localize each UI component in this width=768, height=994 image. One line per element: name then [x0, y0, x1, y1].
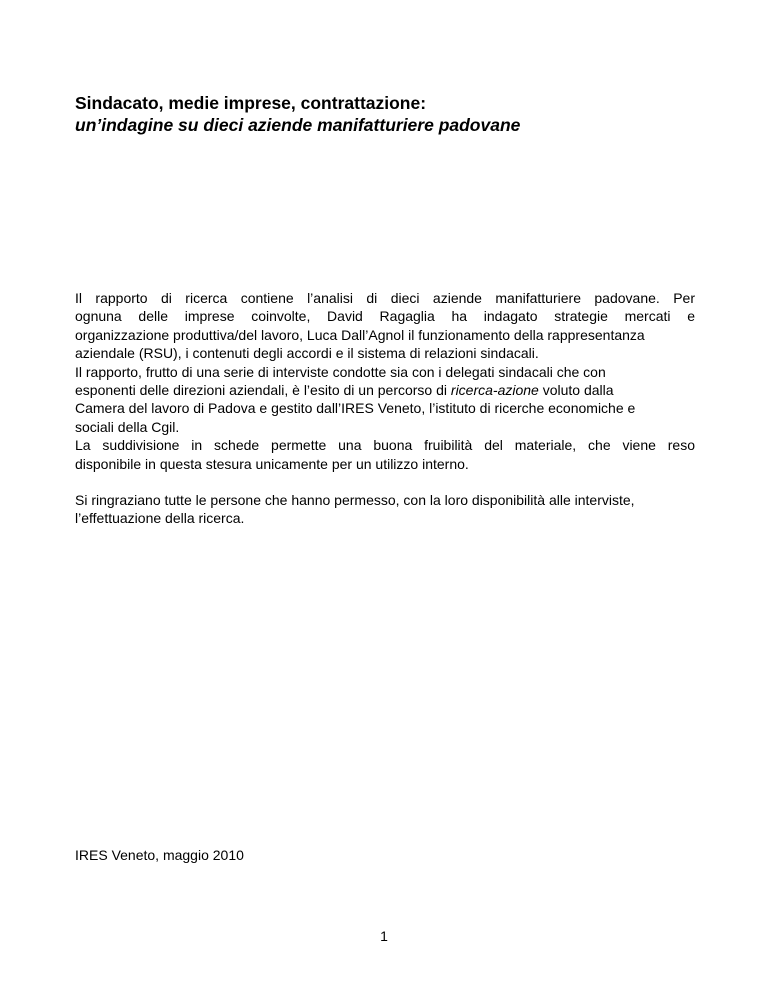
text-line: Il rapporto, frutto di una serie di interviste condotte sia con i delegati sindacali che con	[75, 363, 606, 380]
text-line: Il rapporto di ricerca contiene l’analisi di dieci aziende manifatturiere padovane. Per	[75, 290, 695, 306]
text-line: ognuna delle imprese coinvolte, David Ragaglia ha indagato strategie mercati e	[75, 308, 695, 325]
italic-term: ricerca-azione	[450, 382, 539, 399]
text-line: l’effettuazione della ricerca.	[75, 510, 245, 527]
text-line: organizzazione produttiva/del lavoro, Luca Dall’Agnol il funzionamento della rappresentanza	[75, 326, 645, 343]
text-line: disponibile in questa stesura unicamente per un utilizzo interno.	[75, 455, 469, 472]
text-line	[75, 381, 695, 399]
paragraph-usage	[75, 436, 695, 473]
document-body	[75, 289, 695, 528]
title-subtitle: un’indagine su dieci aziende manifatturiere padovane	[75, 115, 521, 135]
signature-line: IRES Veneto, maggio 2010	[75, 847, 244, 863]
paragraph-intro	[75, 289, 695, 363]
document-title	[75, 92, 695, 136]
text-line: aziendale (RSU), i contenuti degli accordi e il sistema di relazioni sindacali.	[75, 345, 539, 362]
paragraph-thanks	[75, 491, 695, 528]
paragraph-spacer	[75, 473, 695, 491]
text-line: sociali della Cgil.	[75, 418, 180, 435]
text-span: esponenti delle direzioni aziendali, è l’esito di un percorso di	[75, 382, 451, 399]
text-line: La suddivisione in schede permette una buona fruibilità del materiale, che viene reso	[75, 437, 695, 454]
page-number: 1	[380, 928, 388, 944]
text-span: voluto dalla	[538, 382, 614, 399]
text-line: Camera del lavoro di Padova e gestito dall’IRES Veneto, l’istituto di ricerche economiche e	[75, 400, 636, 417]
paragraph-method	[75, 363, 695, 437]
title-main: Sindacato, medie imprese, contrattazione:	[75, 93, 427, 113]
text-line: Si ringraziano tutte le persone che hanno permesso, con la loro disponibilità alle interviste,	[75, 492, 635, 509]
